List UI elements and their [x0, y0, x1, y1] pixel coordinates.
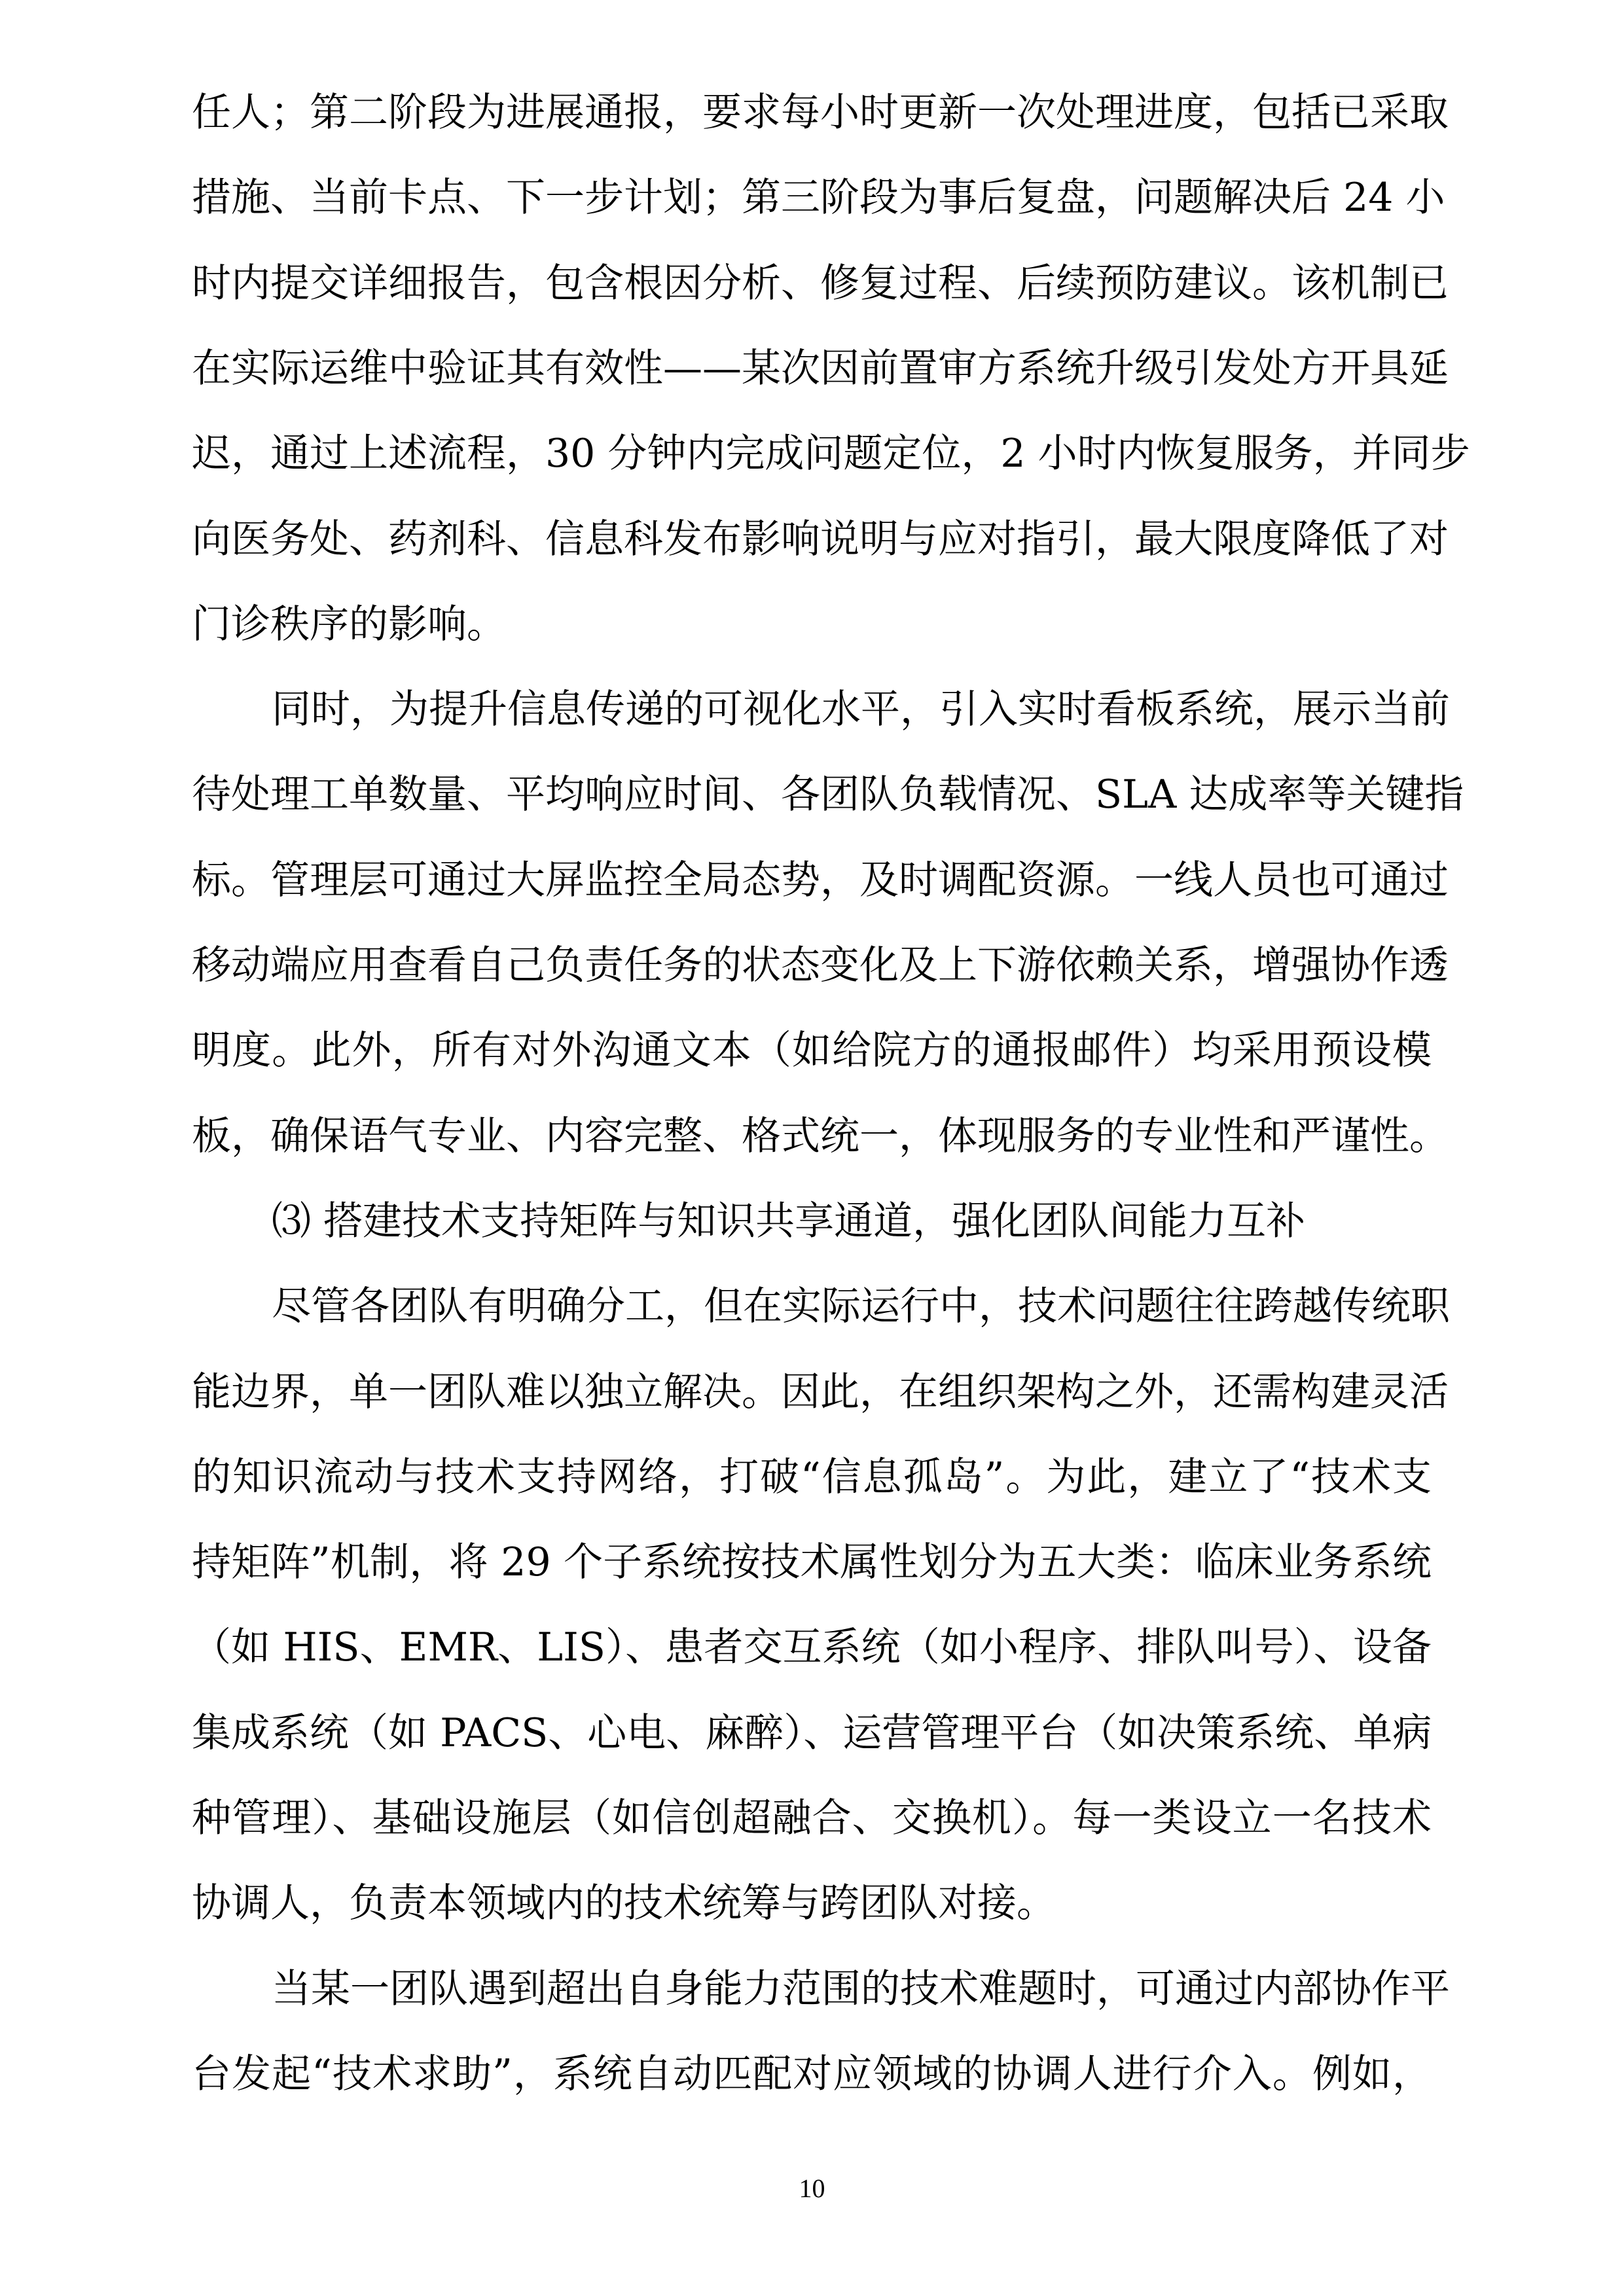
page-number: 10	[799, 2174, 825, 2203]
text-line: 门诊秩序的影响。	[192, 601, 506, 647]
text-line: 协调人，负责本领域内的技术统筹与跨团队对接。	[192, 1880, 1056, 1927]
text-line: 当某一团队遇到超出自身能力范围的技术难题时，可通过内部协作平	[272, 1965, 1450, 2012]
text-line: 的知识流动与技术支持网络，打破“信息孤岛”。为此，建立了“技术支	[192, 1454, 1432, 1500]
text-line: 移动端应用查看自己负责任务的状态变化及上下游依赖关系，增强协作透	[192, 942, 1449, 988]
text-line: 向医务处、药剂科、信息科发布影响说明与应对指引，最大限度降低了对	[192, 516, 1449, 562]
text-line: 时内提交详细报告，包含根因分析、修复过程、后续预防建议。该机制已	[192, 260, 1449, 306]
text-line: 在实际运维中验证其有效性——某次因前置审方系统升级引发处方开具延	[192, 345, 1449, 391]
text-line: 板，确保语气专业、内容完整、格式统一，体现服务的专业性和严谨性。	[192, 1113, 1449, 1159]
text-line: 任人；第二阶段为进展通报，要求每小时更新一次处理进度，包括已采取	[192, 90, 1449, 135]
text-line: 集成系统（如 PACS、心电、麻醉）、运营管理平台（如决策系统、单病	[192, 1710, 1432, 1756]
text-line: 台发起“技术求助”，系统自动匹配对应领域的协调人进行介入。例如，	[192, 2051, 1432, 2097]
text-line: 明度。此外，所有对外沟通文本（如给院方的通报邮件）均采用预设模	[192, 1028, 1432, 1074]
text-line: 尽管各团队有明确分工，但在实际运行中，技术问题往往跨越传统职	[272, 1283, 1450, 1330]
text-line: ⑶ 搭建技术支持矩阵与知识共享通道，强化团队间能力互补	[272, 1198, 1306, 1244]
text-line: 种管理）、基础设施层（如信创超融合、交换机）。每一类设立一名技术	[192, 1795, 1432, 1841]
text-line: 标。管理层可通过大屏监控全局态势，及时调配资源。一线人员也可通过	[192, 857, 1449, 903]
text-line: 能边界，单一团队难以独立解决。因此，在组织架构之外，还需构建灵活	[192, 1369, 1449, 1415]
text-line: 持矩阵”机制，将 29 个子系统按技术属性划分为五大类：临床业务系统	[192, 1539, 1432, 1586]
text-line: 措施、当前卡点、下一步计划；第三阶段为事后复盘，问题解决后 24 小	[192, 175, 1445, 221]
text-line: 迟，通过上述流程，30 分钟内完成问题定位，2 小时内恢复服务，并同步	[192, 431, 1470, 477]
text-line: （如 HIS、EMR、LIS）、患者交互系统（如小程序、排队叫号）、设备	[192, 1624, 1432, 1671]
text-line: 待处理工单数量、平均响应时间、各团队负载情况、SLA 达成率等关键指	[192, 772, 1464, 818]
text-line: 同时，为提升信息传递的可视化水平，引入实时看板系统，展示当前	[272, 687, 1450, 733]
